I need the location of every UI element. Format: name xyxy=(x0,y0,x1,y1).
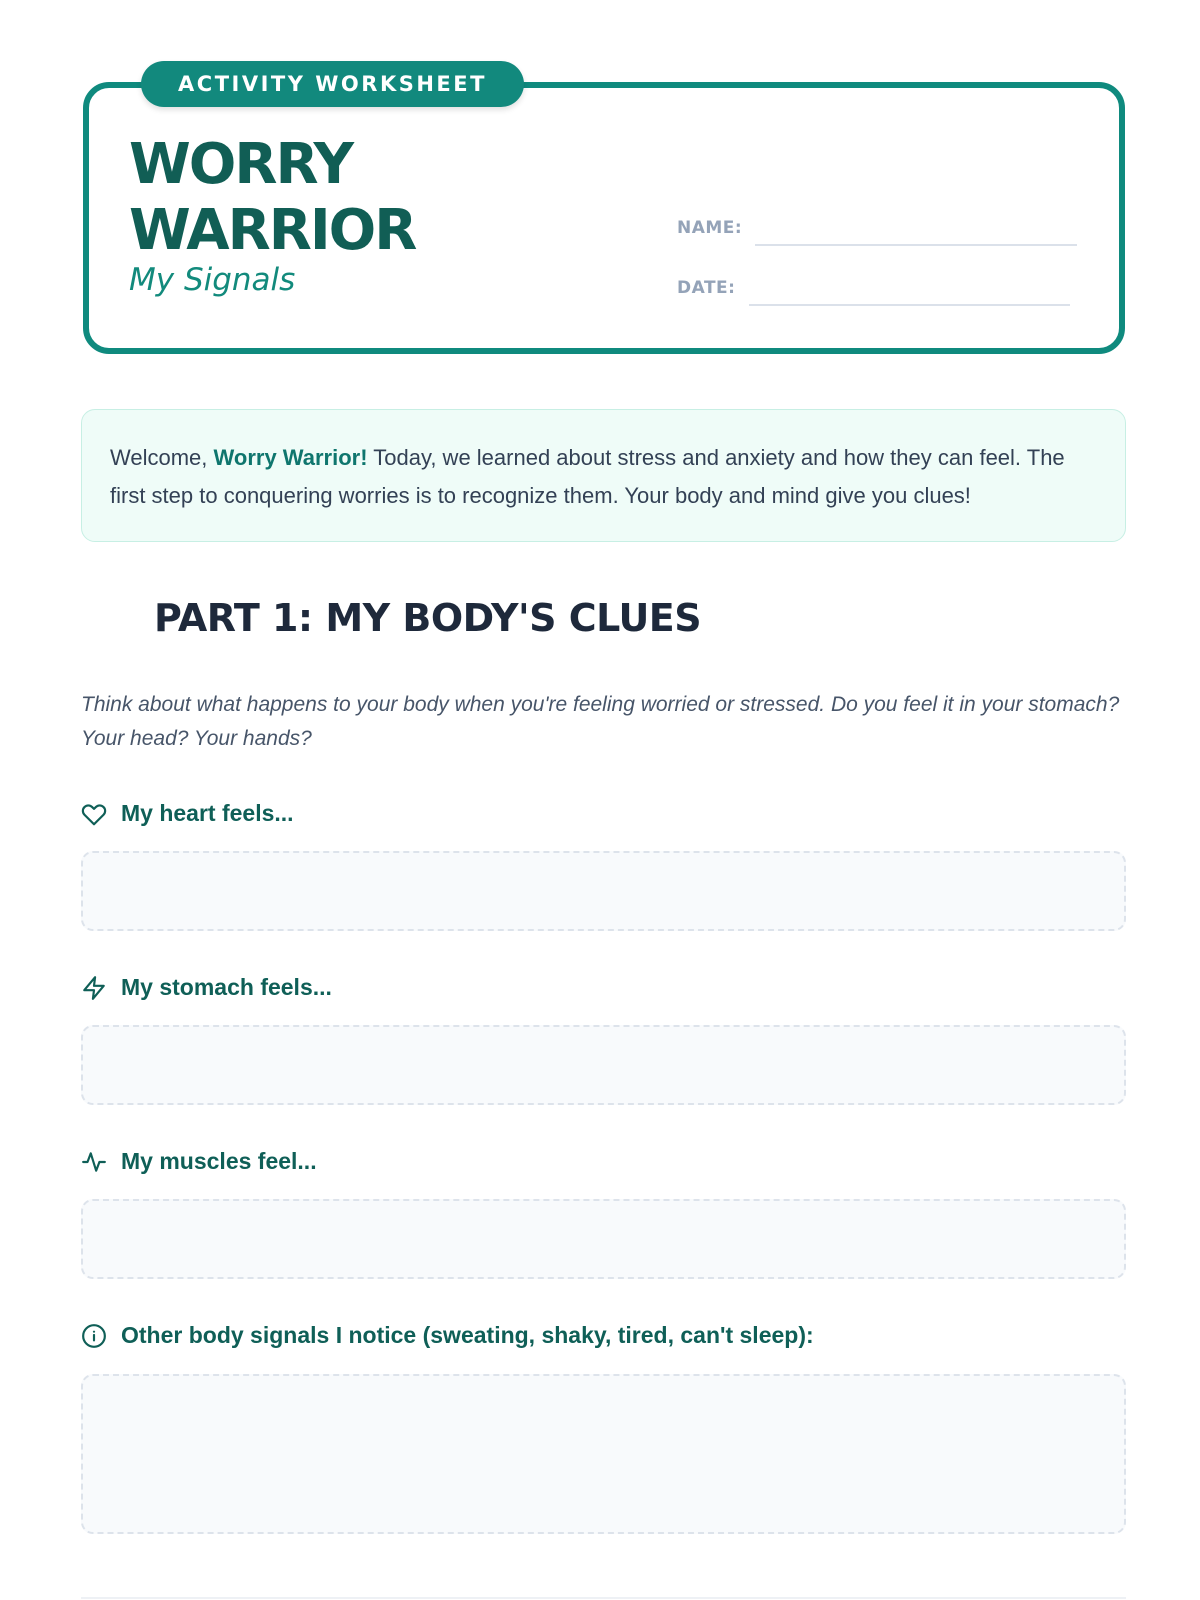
section-divider xyxy=(81,1597,1126,1599)
info-icon xyxy=(81,1323,107,1349)
worksheet-subtitle: My Signals xyxy=(129,262,296,298)
intro-text: Today, we learned about stress and anxiety and how they can feel. The first step to conquering worries is to recognize them. Your body and mind give you clues! xyxy=(110,445,1065,508)
intro-highlight: Worry Warrior! xyxy=(213,445,368,470)
title-line-1: WORRY xyxy=(129,132,353,197)
question-muscles-label xyxy=(81,1148,317,1175)
lightning-icon xyxy=(81,975,107,1001)
intro-box xyxy=(81,409,1126,542)
part-1-prompt: Think about what happens to your body when you're feeling worried or stressed. Do you feel it in your stomach? Your head? Your hands? xyxy=(81,693,1120,750)
name-field[interactable] xyxy=(755,244,1077,246)
title-line-2: WARRIOR xyxy=(129,198,416,263)
part-1-title: PART 1: MY BODY'S CLUES xyxy=(154,596,702,640)
date-label: DATE: xyxy=(677,278,736,298)
answer-other-box[interactable] xyxy=(81,1374,1126,1534)
answer-heart-box[interactable] xyxy=(81,851,1126,931)
question-text: My heart feels... xyxy=(121,800,294,826)
question-text: My stomach feels... xyxy=(121,974,332,1000)
question-stomach-label xyxy=(81,974,332,1001)
heart-icon xyxy=(81,801,107,827)
intro-prefix: Welcome, xyxy=(110,445,214,470)
question-text: My muscles feel... xyxy=(121,1148,317,1174)
answer-muscles-box[interactable] xyxy=(81,1199,1126,1279)
question-heart-label xyxy=(81,800,294,827)
name-label: NAME: xyxy=(677,218,743,238)
question-other-label xyxy=(81,1322,814,1349)
question-text: Other body signals I notice (sweating, shaky, tired, can't sleep): xyxy=(121,1322,814,1348)
pulse-icon xyxy=(81,1149,107,1175)
worksheet-title xyxy=(129,132,415,264)
activity-badge: ACTIVITY WORKSHEET xyxy=(141,61,524,107)
date-field[interactable] xyxy=(749,304,1070,306)
answer-stomach-box[interactable] xyxy=(81,1025,1126,1105)
